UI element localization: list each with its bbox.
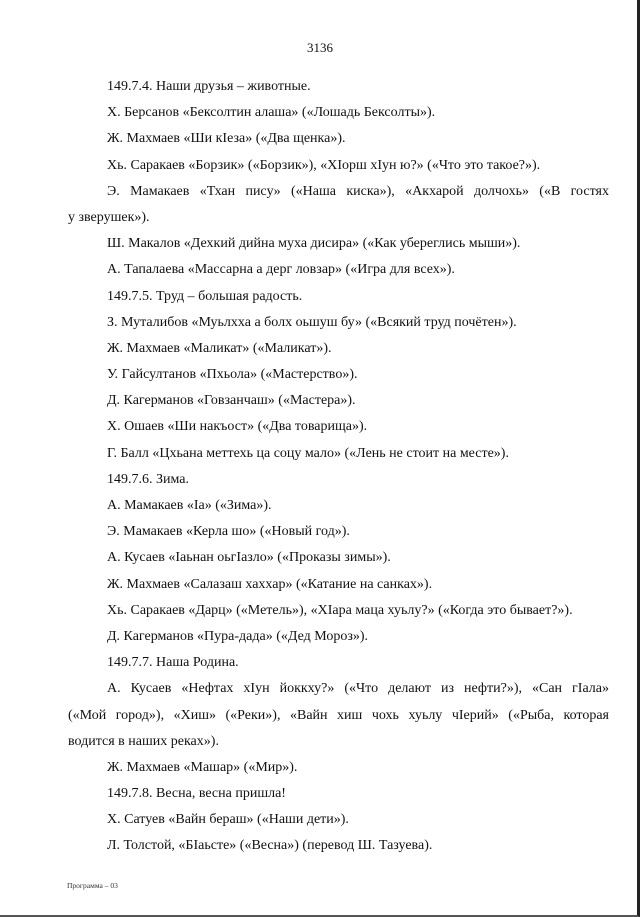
text-line: Д. Кагерманов «Говзанчаш» («Мастера»).	[107, 393, 356, 409]
text-line: Э. Мамакаев «Тхан писy» («Наша киска»), «Акхарой долчохь» («В гостях	[107, 183, 609, 199]
text-line: Х. Берсанов «Бексолтин алаша» («Лошадь Бексолты»).	[107, 105, 436, 121]
text-line: А. Кусаев «Iаьнан оьгIазло» («Проказы зимы»).	[107, 550, 391, 566]
text-line: Ж. Махмаев «Салазаш хаххар» («Катание на санках»).	[107, 576, 433, 592]
text-line: Х. Ошаев «Ши накъост» («Два товарища»).	[107, 419, 368, 435]
section-heading-149-7-4: 149.7.4. Наши друзья – животные.	[107, 79, 311, 94]
section-heading-149-7-7: 149.7.7. Наша Родина.	[107, 655, 239, 671]
text-line-continuation: («Мой город»), «Хиш» («Реки»), «Вайн хиш чохь хуьлу чIерий» («Рыба, которая	[68, 707, 609, 723]
text-body	[68, 74, 609, 860]
text-line: З. Муталибов «Муьлхха а болх оьшуш бу» («Всякий труд почётен»).	[107, 314, 517, 330]
page-number: 3136	[307, 40, 333, 55]
text-line: Хь. Саракаев «Дарц» («Метель»), «ХIара маца хуьлу?» («Когда это бывает?»).	[107, 602, 573, 618]
text-line: Ж. Махмаев «Ши кIеза» («Два щенка»).	[107, 131, 346, 147]
text-line: Хь. Саракаев «Борзик» («Борзик»), «ХIорш хIун ю?» («Что это такое?»).	[107, 157, 541, 173]
text-line: Л. Толстой, «БIаьсте» («Весна») (перевод Ш. Тазуева).	[107, 838, 433, 854]
text-line: Ж. Махмаев «Маликат» («Маликат»).	[107, 340, 332, 356]
text-line: Ж. Махмаев «Машар» («Мир»).	[107, 759, 298, 775]
text-line: А. Кусаев «Нефтах хIун йоккху?» («Что делают из нефти?»), «Сан гIала»	[107, 681, 609, 697]
text-line: Ш. Макалов «Дехкий дийна муха дисира» («Как уберeглись мыши»).	[107, 236, 521, 252]
text-line: А. Тапалаева «Массарна а дерг ловзар» («Игра для всех»).	[107, 262, 455, 278]
text-line: Э. Мамакаев «Керла шо» («Новый год»).	[107, 524, 350, 540]
section-heading-149-7-5: 149.7.5. Труд – большая радость.	[107, 288, 303, 304]
section-heading-149-7-6: 149.7.6. Зима.	[107, 471, 189, 487]
text-line: Г. Балл «Цхьана меттехь ца соцу мало» («Лень не стоит на месте»).	[107, 445, 509, 461]
text-line: Х. Сатуев «Вайн бераш» («Наши дети»).	[107, 812, 349, 828]
text-line: Д. Кагерманов «Пура-дада» («Дед Мороз»).	[107, 628, 369, 644]
section-heading-149-7-8: 149.7.8. Весна, весна пришла!	[107, 786, 286, 802]
text-line: У. Гайсултанов «Пхьола» («Мастерство»).	[107, 367, 358, 383]
text-line-continuation: у зверушек»).	[68, 209, 150, 225]
page-footer: Программа – 03	[67, 881, 118, 890]
text-line-continuation: водится в наших реках»).	[68, 733, 219, 749]
text-line: А. Мамакаев «Iа» («Зима»).	[107, 498, 272, 513]
